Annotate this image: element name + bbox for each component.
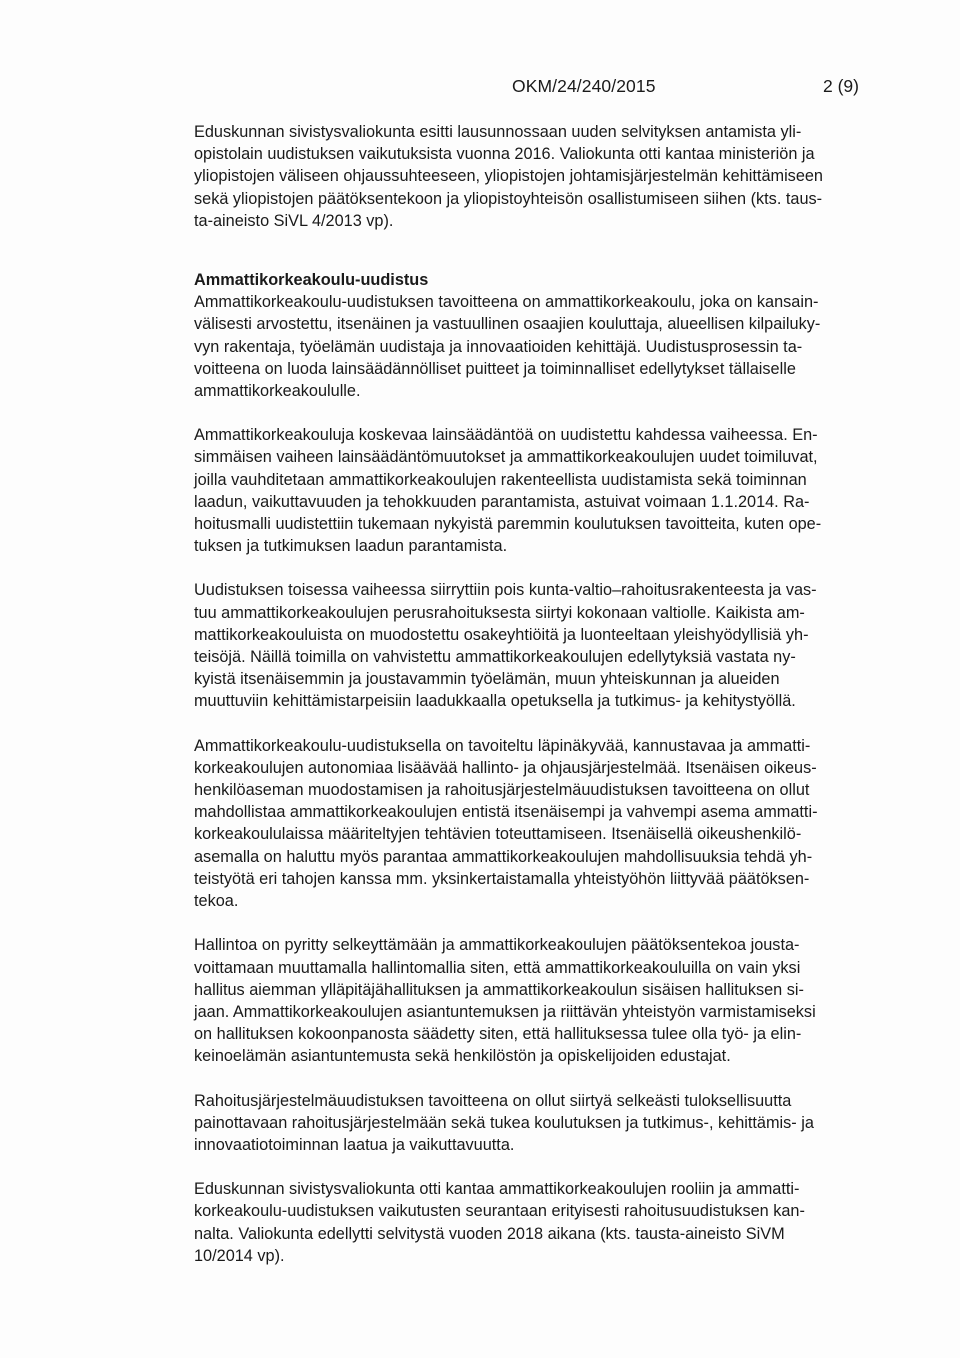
paragraph-line: mahdollistaa ammattikorkeakoulujen entistä itsenäisempi ja vahvempi asema ammatti- [194,803,818,822]
document-body [194,121,874,1267]
paragraph-line: nalta. Valiokunta edellytti selvitystä vuoden 2018 aikana (kts. tausta-aineisto SiVM [194,1224,785,1243]
paragraph-line: teisöjä. Näillä toimilla on vahvistettu ammattikorkeakoulujen edellytyksiä vastata ny- [194,648,796,667]
paragraph-line: Rahoitusjärjestelmäuudistuksen tavoitteena on ollut siirtyä selkeästi tuloksellisuutta [194,1091,792,1110]
paragraph-line: Ammattikorkeakouluja koskevaa lainsäädäntöä on uudistettu kahdessa vaiheessa. En- [194,426,818,445]
paragraph-line: tuksen ja tutkimuksen laadun parantamista. [194,537,508,556]
paragraph [194,934,874,1067]
paragraph [194,735,874,913]
paragraph-line: innovaatiotoiminnan laatua ja vaikuttavuutta. [194,1135,515,1154]
paragraph-line: 10/2014 vp). [194,1246,285,1265]
paragraph-line: Hallintoa on pyritty selkeyttämään ja ammattikorkeakoulujen päätöksentekoa jousta- [194,936,800,955]
paragraph [194,424,874,557]
paragraph-line: muuttuviin kehittämistarpeisiin laadukkaalla opetuksella ja tutkimus- ja kehitystyöllä. [194,692,796,711]
paragraph-line: simmäisen vaiheen lainsäädäntömuutokset ja ammattikorkeakoulujen uudet toimiluvat, [194,448,818,467]
paragraph-line: hallitus aiemman ylläpitäjähallituksen ja ammattikorkeakoulun sisäisen hallituksen si- [194,980,804,999]
paragraph-spacer [194,912,874,934]
paragraph-line: laadun, vaikuttavuuden ja tehokkuuden parantamista, astuivat voimaan 1.1.2014. Ra- [194,492,810,511]
paragraph-line: Eduskunnan sivistysvaliokunta otti kantaa ammattikorkeakoulujen rooliin ja ammatti- [194,1180,800,1199]
paragraph-spacer [194,1156,874,1178]
paragraph-line: hoitusmalli uudistettiin tukemaan nykyistä paremmin koulutuksen tavoitteita, kuten ope- [194,515,822,534]
paragraph-line: opistolain uudistuksen vaikutuksista vuonna 2016. Valiokunta otti kantaa ministeriön ja [194,145,815,164]
section-heading: Ammattikorkeakoulu-uudistus [194,271,429,290]
document-reference: OKM/24/240/2015 [512,76,656,96]
page-number: 2 (9) [823,76,859,96]
paragraph-spacer [194,713,874,735]
paragraph [194,579,874,712]
paragraph-line: Ammattikorkeakoulu-uudistuksella on tavoiteltu läpinäkyvää, kannustavaa ja ammatti- [194,736,811,755]
paragraph-line: ta-aineisto SiVL 4/2013 vp). [194,211,394,230]
paragraph-line: kyistä itsenäisemmin ja joustavammin työelämän, muun yhteiskunnan ja alueiden [194,670,780,689]
paragraph-line: ammattikorkeakoululle. [194,382,361,401]
paragraph-spacer [194,1068,874,1090]
paragraph-spacer [194,232,874,269]
paragraph-line: mattikorkeakouluista on muodostettu osakeyhtiöitä ja luonteeltaan yleishyödyllisiä yh- [194,625,809,644]
paragraph-line: Eduskunnan sivistysvaliokunta esitti lausunnossaan uuden selvityksen antamista yli- [194,123,802,141]
paragraph-line: jaan. Ammattikorkeakoulujen asiantuntemuksen ja riittävän yhteistyön varmistamiseksi [194,1002,816,1021]
paragraph-spacer [194,557,874,579]
paragraph-line: voittamaan muuttamalla hallintomallia siten, että ammattikorkeakouluilla on vain yksi [194,958,801,977]
paragraph-line: asemalla on haluttu myös parantaa ammattikorkeakoulujen mahdollisuuksia tehdä yh- [194,847,813,866]
paragraph-line: korkeakoulu-uudistuksen vaikutusten seurantaan erityisesti rahoitusuudistuksen kan- [194,1202,805,1221]
paragraph-line: joilla vauhditetaan ammattikorkeakoulujen rakenteellista uudistamista sekä toiminnan [194,470,807,489]
paragraph-line: Uudistuksen toisessa vaiheessa siirryttiin pois kunta-valtio–rahoitusrakenteesta ja vas- [194,581,817,600]
paragraph-line: tuu ammattikorkeakoulujen perusrahoituksesta siirtyi kokonaan valtiolle. Kaikista am- [194,603,805,622]
paragraph-line: yliopistojen väliseen ohjaussuhteeseen, yliopistojen johtamisjärjestelmän kehittämiseen [194,167,823,186]
paragraph-line: tekoa. [194,892,239,911]
paragraph-line: korkeakoulujen autonomiaa lisäävää hallinto- ja ohjausjärjestelmää. Itsenäisen oikeus- [194,758,817,777]
paragraph [194,291,874,402]
page-header [0,76,960,100]
paragraph [194,1178,874,1267]
paragraph-line: välisesti arvostettu, itsenäinen ja vastuullinen osaajien kouluttaja, alueellisen kilpailuky- [194,315,821,334]
paragraph [194,121,874,232]
paragraph [194,1090,874,1157]
paragraph-line: keinoelämän asiantuntemusta sekä henkilöstön ja opiskelijoiden edustajat. [194,1047,731,1066]
paragraph-line: korkeakoululaissa määriteltyjen tehtävien toteuttamiseen. Itsenäisellä oikeushenkilö- [194,825,802,844]
paragraph-line: teistyötä eri tahojen kanssa mm. yksinkertaistamalla yhteistyöhön liittyvää päätöksen- [194,869,810,888]
paragraph-line: henkilöaseman muodostamisen ja rahoitusjärjestelmäuudistuksen tavoitteena on ollut [194,781,810,800]
paragraph-line: on hallituksen kokoonpanosta säädetty siten, että hallituksessa tulee olla työ- ja elin- [194,1025,802,1044]
paragraph-line: vyn rakentaja, työelämän uudistaja ja innovaatioiden kehittäjä. Uudistusprosessin ta- [194,337,803,356]
paragraph-line: voitteena on luoda lainsäädännölliset puitteet ja toiminnalliset edellytykset tällaiselle [194,359,796,378]
paragraph-line: Ammattikorkeakoulu-uudistuksen tavoitteena on ammattikorkeakoulu, joka on kansain- [194,293,819,312]
paragraph-line: painottavaan rahoitusjärjestelmään sekä tukea koulutuksen ja tutkimus-, kehittämis- ja [194,1113,814,1132]
paragraph-spacer [194,402,874,424]
paragraph-line: sekä yliopistojen päätöksentekoon ja yliopistoyhteisön osallistumiseen siihen (kts. taus- [194,189,823,208]
